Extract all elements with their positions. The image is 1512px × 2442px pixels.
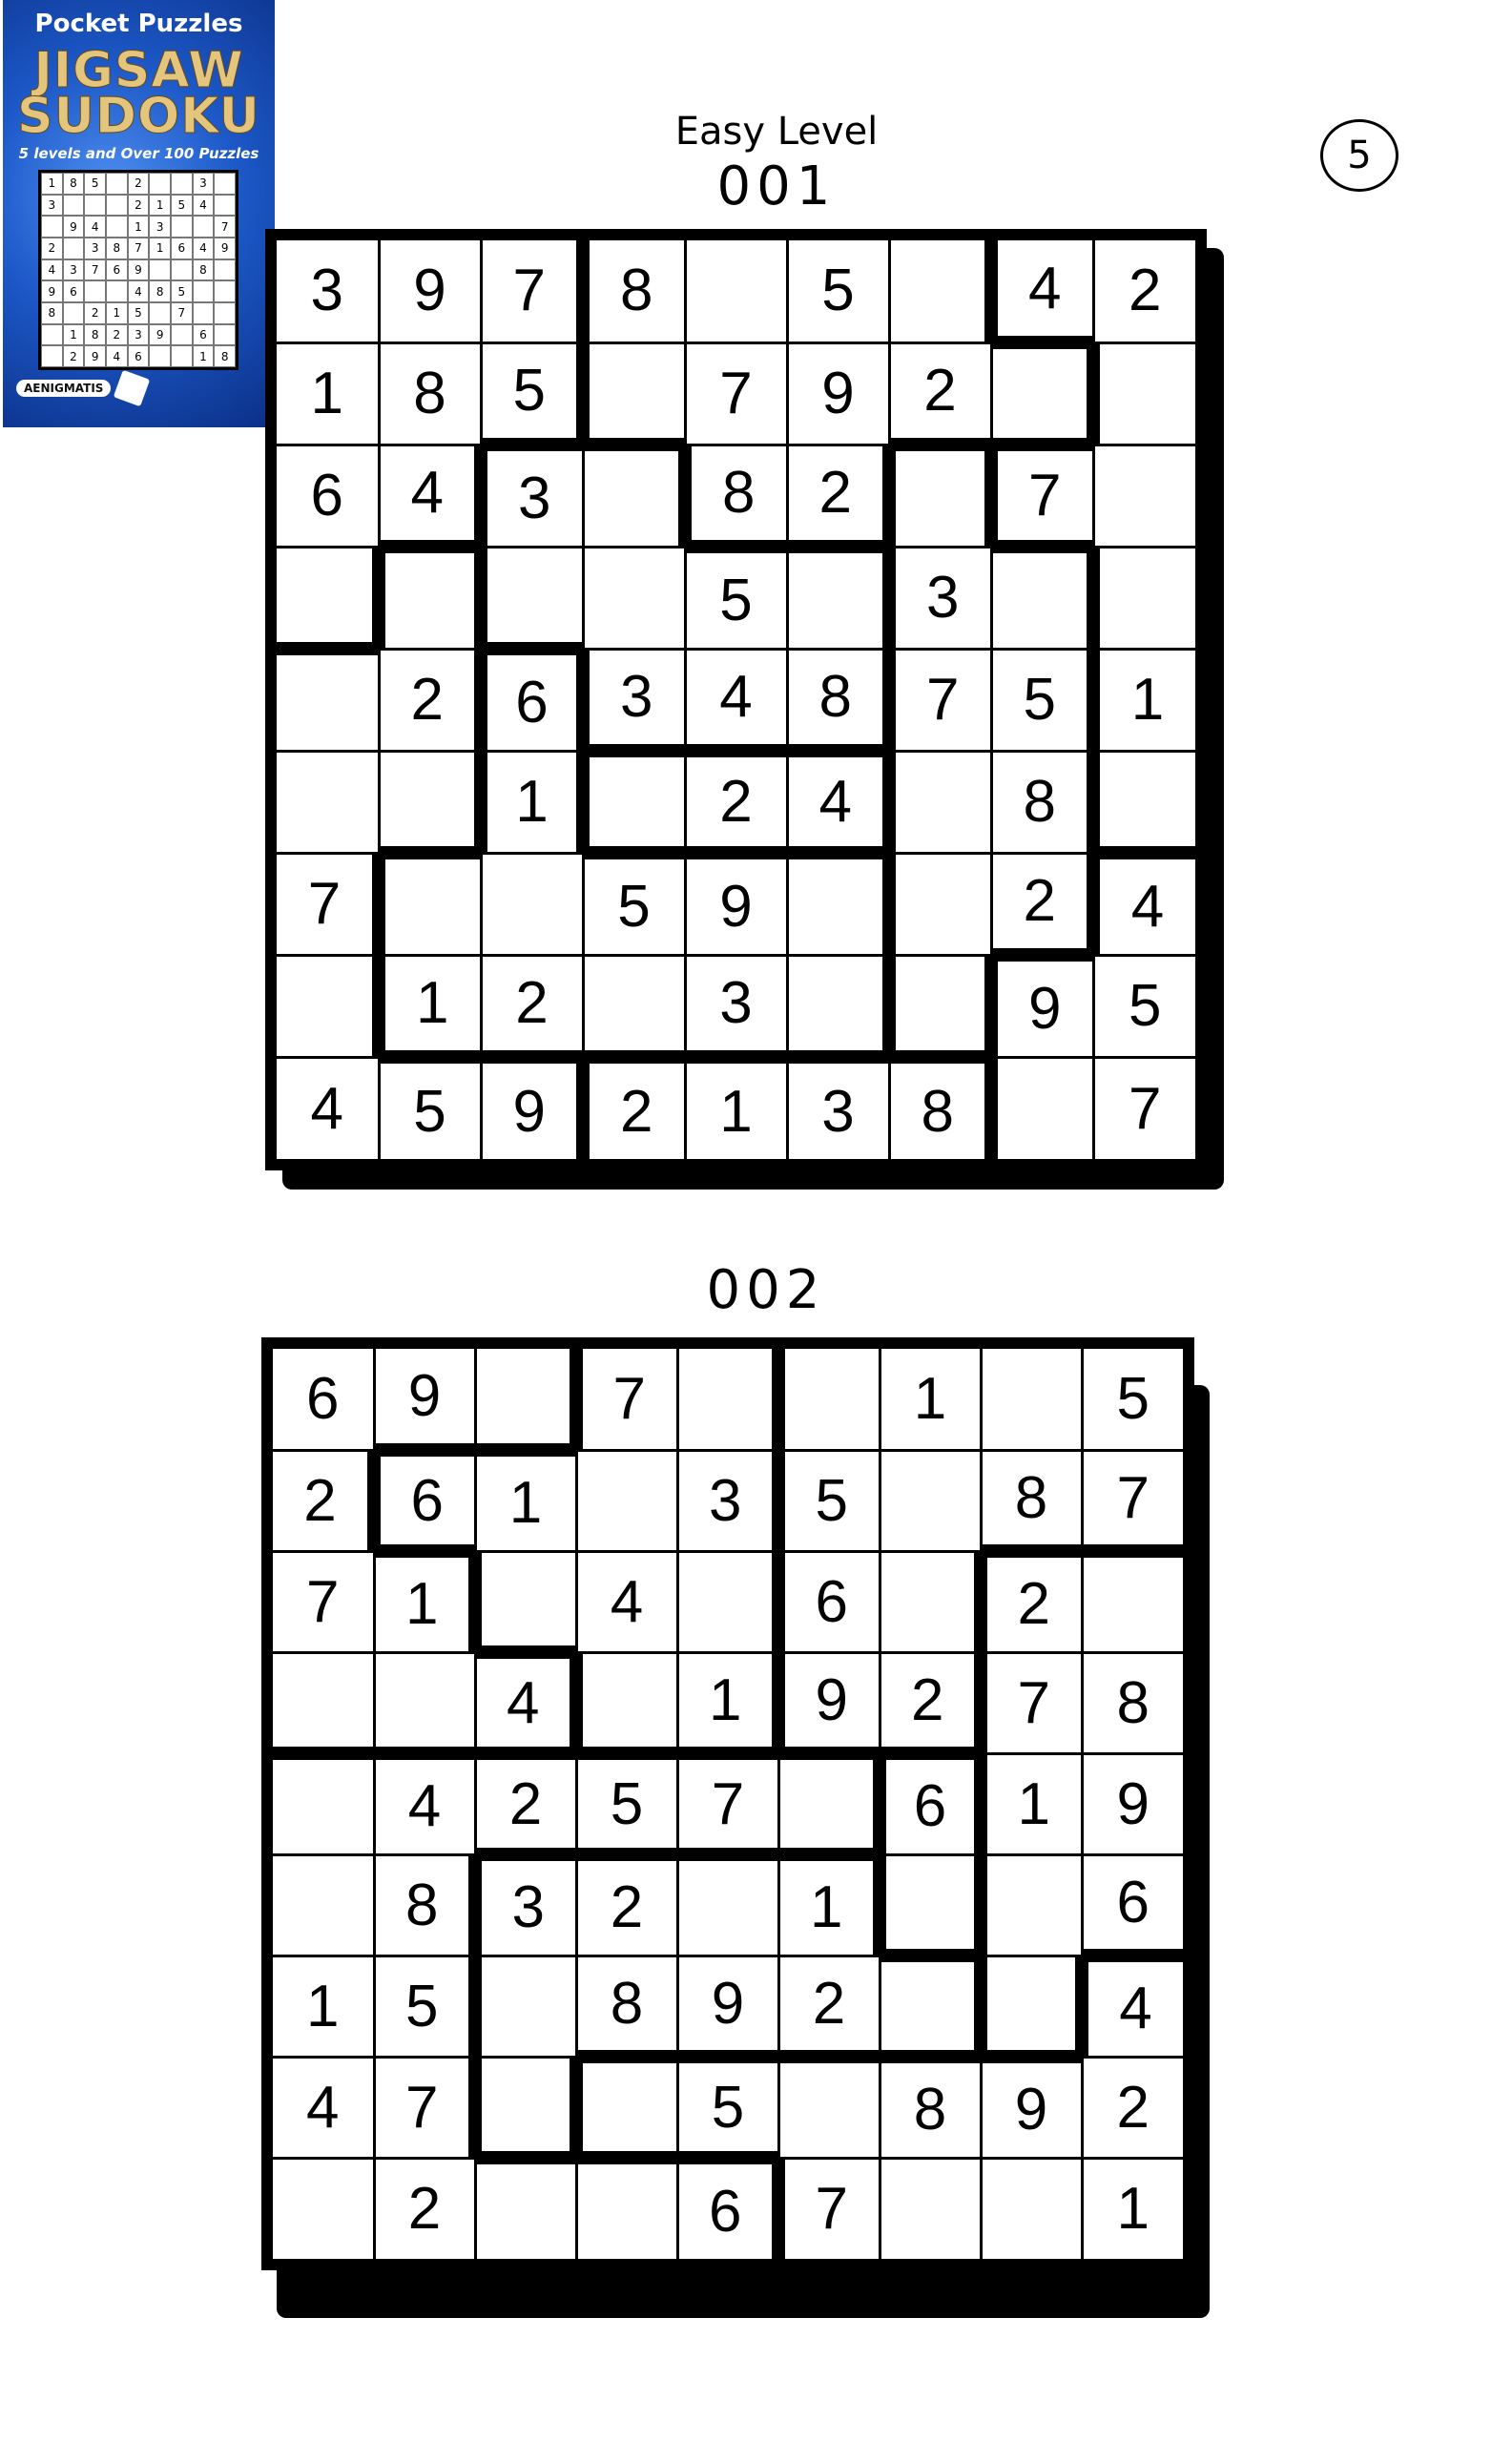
sudoku-cell <box>277 655 378 750</box>
sudoku-cell: 8 <box>590 240 684 341</box>
sudoku-cell: 4 <box>277 1059 378 1160</box>
sudoku-cell: 5 <box>578 1760 676 1848</box>
cover-mini-cell: 1 <box>106 302 128 324</box>
sudoku-cell <box>277 548 372 643</box>
cover-mini-cell <box>171 324 193 346</box>
sudoku-cell: 2 <box>789 446 883 541</box>
sudoku-cell <box>487 548 582 643</box>
cover-mini-cell <box>193 302 215 324</box>
cover-mini-cell <box>193 216 215 238</box>
sudoku-cell: 4 <box>376 1760 474 1853</box>
sudoku-cell: 4 <box>477 1659 570 1747</box>
sudoku-cell: 7 <box>583 1349 676 1449</box>
sudoku-cell <box>998 1059 1092 1160</box>
sudoku-cell <box>477 2164 575 2259</box>
sudoku-cell: 1 <box>780 1861 874 1955</box>
sudoku-cell <box>896 451 984 546</box>
sudoku-cell: 1 <box>273 1957 373 2056</box>
sudoku-cell <box>583 2063 676 2151</box>
cover-mini-cell: 7 <box>214 216 236 238</box>
sudoku-cell: 2 <box>376 2160 474 2260</box>
sudoku-cell: 1 <box>679 1654 773 1748</box>
cover-mini-cell <box>171 216 193 238</box>
cover-mini-cell <box>214 195 236 217</box>
cover-mini-cell: 3 <box>128 324 150 346</box>
cover-mini-cell: 2 <box>106 324 128 346</box>
sudoku-cell: 2 <box>273 1452 367 1550</box>
cover-mini-cell <box>106 173 128 195</box>
cover-mini-cell: 2 <box>63 345 85 367</box>
sudoku-cell <box>987 1957 1075 2051</box>
sudoku-cell: 7 <box>483 240 577 341</box>
sudoku-cell: 9 <box>483 1064 577 1159</box>
cover-mini-cell <box>41 216 63 238</box>
sudoku-cell <box>881 1962 975 2050</box>
sudoku-cell: 2 <box>687 757 786 846</box>
cover-mini-cell: 5 <box>171 195 193 217</box>
sudoku-cell <box>1100 344 1195 444</box>
cover-mini-cell: 8 <box>193 259 215 281</box>
cover-mini-cell <box>106 280 128 302</box>
sudoku-cell: 1 <box>1100 651 1195 750</box>
sudoku-cell <box>789 859 883 954</box>
cover-mini-cell: 8 <box>214 345 236 367</box>
sudoku-cell <box>679 1553 773 1651</box>
sudoku-cell: 8 <box>376 1856 469 1955</box>
sudoku-cell <box>1100 548 1195 648</box>
cover-mini-cell <box>171 173 193 195</box>
cover-mini-cell: 3 <box>41 195 63 217</box>
sudoku-cell <box>886 1856 974 1950</box>
cover-mini-cell <box>84 195 106 217</box>
sudoku-cell: 6 <box>785 1553 879 1651</box>
cover-mini-cell: 8 <box>149 280 171 302</box>
grid-frame <box>265 229 1207 1170</box>
sudoku-cell: 7 <box>679 1760 777 1848</box>
sudoku-cell: 4 <box>578 1553 676 1651</box>
puzzle-number-002: 002 <box>706 1259 826 1321</box>
sudoku-cell <box>277 753 378 852</box>
cover-mini-cell <box>214 324 236 346</box>
cover-mini-cell: 1 <box>128 216 150 238</box>
sudoku-cell: 6 <box>487 655 576 750</box>
sudoku-cell <box>273 2160 373 2260</box>
cover-publisher-logo: AENIGMATIS <box>16 380 111 397</box>
cover-mini-cell <box>214 173 236 195</box>
sudoku-cell <box>1100 753 1195 847</box>
cover-subtitle: 5 levels and Over 100 Puzzles <box>18 145 259 162</box>
sudoku-cell <box>987 1856 1081 1955</box>
cover-mini-cell: 8 <box>106 238 128 259</box>
cover-mini-cell: 4 <box>193 238 215 259</box>
cover-mini-cell <box>149 302 171 324</box>
cover-mini-cell <box>171 259 193 281</box>
sudoku-cell: 1 <box>987 1755 1081 1853</box>
sudoku-cell <box>896 855 990 954</box>
sudoku-cell: 9 <box>789 344 888 444</box>
cover-mini-cell: 5 <box>128 302 150 324</box>
sudoku-cell <box>376 1654 474 1748</box>
cover-mini-cell: 6 <box>128 345 150 367</box>
sudoku-cell <box>789 957 883 1051</box>
sudoku-cell: 8 <box>983 1452 1081 1545</box>
grid-frame <box>261 1337 1194 2270</box>
sudoku-cell: 8 <box>993 753 1087 852</box>
cover-mini-cell: 9 <box>149 324 171 346</box>
sudoku-cell <box>585 957 684 1051</box>
cover-mini-cell <box>63 195 85 217</box>
sudoku-cell <box>891 240 985 341</box>
sudoku-cell: 8 <box>891 1064 985 1159</box>
sudoku-cell <box>385 859 480 954</box>
sudoku-cell: 8 <box>692 446 786 541</box>
cover-mini-cell: 9 <box>128 259 150 281</box>
cover-mini-cell: 4 <box>41 259 63 281</box>
sudoku-cell: 9 <box>785 1654 879 1748</box>
sudoku-cell: 5 <box>483 344 577 439</box>
cover-mini-cell: 1 <box>63 324 85 346</box>
sudoku-cell <box>385 553 474 648</box>
sudoku-cell <box>273 1654 373 1748</box>
sudoku-cell <box>277 957 372 1056</box>
sudoku-cell: 6 <box>277 446 378 546</box>
cover-mini-cell: 7 <box>171 302 193 324</box>
cover-mini-cell: 5 <box>84 173 106 195</box>
sudoku-cell <box>679 1349 773 1449</box>
sudoku-cell: 5 <box>585 859 684 954</box>
cover-mini-cell: 2 <box>41 238 63 259</box>
sudoku-cell: 8 <box>578 1957 676 2051</box>
sudoku-cell: 9 <box>1084 1755 1184 1853</box>
difficulty-level-title: Easy Level <box>674 110 879 154</box>
sudoku-cell: 5 <box>1084 1349 1184 1449</box>
sudoku-cell: 7 <box>687 344 786 444</box>
sudoku-cell <box>1084 1558 1184 1651</box>
sudoku-cell <box>482 1957 575 2056</box>
cover-mini-cell <box>214 259 236 281</box>
sudoku-cell: 9 <box>687 859 786 954</box>
sudoku-cell <box>578 1452 676 1550</box>
cover-mini-cell <box>63 302 85 324</box>
sudoku-cell <box>585 548 684 648</box>
sudoku-cell: 3 <box>789 1064 888 1159</box>
cover-mini-cell: 2 <box>84 302 106 324</box>
sudoku-cell <box>896 753 990 852</box>
sudoku-cell <box>578 2164 676 2259</box>
cover-mini-grid <box>38 170 238 370</box>
cover-mini-cell <box>171 345 193 367</box>
sudoku-cell: 3 <box>896 548 990 648</box>
sudoku-cell: 8 <box>1084 1654 1184 1752</box>
sudoku-cell: 6 <box>886 1760 974 1853</box>
cover-mini-cell <box>149 259 171 281</box>
sudoku-cell <box>983 2160 1081 2260</box>
sudoku-cell <box>590 757 684 846</box>
sudoku-cell: 2 <box>1095 240 1196 341</box>
sudoku-cell: 9 <box>376 1349 474 1443</box>
cover-title-line1: JIGSAW <box>33 42 244 99</box>
sudoku-cell: 8 <box>881 2063 980 2157</box>
sudoku-cell <box>679 1861 777 1955</box>
cover-mini-cell: 4 <box>84 216 106 238</box>
cover-series-title: Pocket Puzzles <box>34 10 243 38</box>
sudoku-cell: 2 <box>477 1760 575 1848</box>
sudoku-cell: 5 <box>1095 957 1196 1056</box>
cover-mini-cell <box>106 195 128 217</box>
sudoku-cell: 9 <box>381 240 480 341</box>
cover-mini-cell: 1 <box>149 238 171 259</box>
sudoku-cell: 6 <box>273 1349 373 1449</box>
sudoku-cell: 1 <box>277 344 378 444</box>
sudoku-cell: 1 <box>487 753 576 852</box>
cover-mini-cell: 4 <box>193 195 215 217</box>
sudoku-cell: 2 <box>381 651 475 750</box>
sudoku-cell: 2 <box>1084 2059 1184 2157</box>
sudoku-cell <box>993 553 1087 648</box>
sudoku-cell: 5 <box>687 553 786 648</box>
sudoku-cell <box>687 240 786 341</box>
sudoku-cell: 3 <box>277 240 378 341</box>
sudoku-cell: 4 <box>789 757 883 846</box>
puzzle-grid-001 <box>265 229 1267 1234</box>
sudoku-cell: 1 <box>881 1349 980 1449</box>
cover-mini-cell: 1 <box>193 345 215 367</box>
sudoku-cell <box>881 1553 975 1651</box>
sudoku-cell: 4 <box>273 2059 373 2157</box>
cube-icon <box>114 370 150 406</box>
cover-mini-cell: 5 <box>171 280 193 302</box>
cover-mini-cell: 8 <box>41 302 63 324</box>
sudoku-cell <box>785 1349 879 1449</box>
sudoku-cell: 2 <box>891 344 990 439</box>
cover-mini-cell: 9 <box>41 280 63 302</box>
sudoku-cell: 2 <box>780 1957 879 2051</box>
cover-mini-cell: 6 <box>193 324 215 346</box>
sudoku-cell <box>482 2059 570 2152</box>
sudoku-cell: 7 <box>785 2160 879 2260</box>
sudoku-cell: 2 <box>993 855 1087 949</box>
sudoku-cell: 3 <box>687 957 786 1051</box>
cover-mini-cell: 8 <box>63 173 85 195</box>
cover-title-line2: SUDOKU <box>17 88 260 145</box>
cover-mini-cell: 4 <box>106 345 128 367</box>
cover-mini-cell: 6 <box>63 280 85 302</box>
sudoku-cell: 1 <box>687 1064 786 1159</box>
cover-mini-cell <box>149 173 171 195</box>
sudoku-cell: 3 <box>487 451 582 546</box>
sudoku-cell: 8 <box>381 344 480 444</box>
sudoku-cell: 1 <box>1084 2160 1184 2260</box>
sudoku-cell: 7 <box>1084 1452 1184 1545</box>
sudoku-cell <box>983 1349 1081 1449</box>
cover-mini-cell <box>214 302 236 324</box>
sudoku-cell <box>789 553 883 648</box>
sudoku-cell: 5 <box>789 240 888 341</box>
cover-mini-cell <box>214 280 236 302</box>
sudoku-cell <box>273 1760 373 1853</box>
sudoku-cell: 5 <box>376 1957 469 2056</box>
sudoku-cell: 7 <box>376 2059 469 2157</box>
cover-mini-cell: 9 <box>214 238 236 259</box>
cover-mini-cell <box>63 238 85 259</box>
sudoku-cell: 2 <box>987 1558 1081 1651</box>
sudoku-cell <box>590 344 684 439</box>
sudoku-cell: 9 <box>983 2063 1081 2157</box>
sudoku-cell <box>1095 446 1196 546</box>
sudoku-cell: 7 <box>998 451 1092 540</box>
sudoku-cell: 3 <box>679 1452 773 1550</box>
sudoku-cell <box>780 2063 879 2157</box>
sudoku-cell: 5 <box>993 651 1087 750</box>
sudoku-cell: 3 <box>590 651 684 745</box>
sudoku-cell: 7 <box>1095 1059 1196 1160</box>
sudoku-cell: 9 <box>679 1957 777 2051</box>
sudoku-cell: 3 <box>482 1861 575 1955</box>
sudoku-cell: 4 <box>998 240 1092 336</box>
sudoku-cell: 2 <box>881 1654 975 1748</box>
sudoku-cell: 2 <box>590 1064 684 1159</box>
sudoku-cell <box>483 855 582 954</box>
sudoku-cell: 5 <box>679 2063 777 2151</box>
cover-mini-cell: 4 <box>128 280 150 302</box>
sudoku-cell <box>477 1349 570 1443</box>
cover-mini-cell <box>149 345 171 367</box>
sudoku-cell <box>780 1760 874 1848</box>
cover-mini-cell <box>193 280 215 302</box>
cover-mini-cell <box>84 280 106 302</box>
sudoku-cell <box>381 753 475 847</box>
sudoku-cell <box>881 1452 980 1550</box>
sudoku-cell: 7 <box>987 1654 1081 1752</box>
sudoku-cell: 4 <box>381 446 475 541</box>
sudoku-cell: 6 <box>1084 1856 1184 1950</box>
sudoku-cell: 1 <box>376 1558 469 1651</box>
sudoku-cell: 6 <box>381 1457 474 1544</box>
puzzle-number-001: 001 <box>716 155 837 217</box>
sudoku-cell: 2 <box>578 1861 676 1955</box>
sudoku-cell <box>993 349 1087 438</box>
cover-mini-cell <box>106 216 128 238</box>
sudoku-cell: 9 <box>998 962 1092 1056</box>
sudoku-cell: 1 <box>385 957 480 1051</box>
cover-mini-cell: 1 <box>149 195 171 217</box>
sudoku-cell: 7 <box>273 1553 373 1651</box>
cover-mini-cell: 2 <box>128 195 150 217</box>
sudoku-cell: 4 <box>1088 1962 1183 2056</box>
sudoku-cell: 5 <box>785 1452 879 1550</box>
page-number-badge: 5 <box>1320 119 1398 192</box>
sudoku-cell: 6 <box>679 2164 773 2259</box>
cover-mini-cell: 3 <box>63 259 85 281</box>
cover-mini-cell: 3 <box>193 173 215 195</box>
puzzle-grid-002 <box>261 1337 1263 2375</box>
sudoku-cell <box>896 957 984 1051</box>
cover-mini-cell: 2 <box>128 173 150 195</box>
cover-mini-cell: 3 <box>84 238 106 259</box>
cover-mini-cell: 6 <box>171 238 193 259</box>
sudoku-cell <box>273 1856 373 1955</box>
sudoku-cell: 8 <box>789 651 883 745</box>
sudoku-cell <box>881 2160 980 2260</box>
sudoku-cell: 4 <box>687 651 786 745</box>
sudoku-cell: 1 <box>477 1457 575 1550</box>
cover-mini-cell: 1 <box>41 173 63 195</box>
cover-mini-cell <box>41 345 63 367</box>
cover-mini-cell: 8 <box>84 324 106 346</box>
cover-mini-cell <box>41 324 63 346</box>
sudoku-cell <box>585 451 679 546</box>
book-cover-thumbnail <box>3 0 275 427</box>
cover-mini-cell: 3 <box>149 216 171 238</box>
cover-mini-cell: 6 <box>106 259 128 281</box>
sudoku-cell: 4 <box>1100 859 1195 954</box>
sudoku-cell: 7 <box>277 855 372 954</box>
sudoku-cell <box>583 1654 676 1748</box>
cover-mini-cell: 9 <box>63 216 85 238</box>
cover-mini-cell: 9 <box>84 345 106 367</box>
sudoku-cell: 2 <box>483 957 582 1051</box>
cover-mini-cell: 7 <box>84 259 106 281</box>
sudoku-cell <box>482 1553 575 1646</box>
sudoku-cell: 7 <box>896 651 990 750</box>
sudoku-cell: 5 <box>381 1064 480 1159</box>
cover-mini-cell: 7 <box>128 238 150 259</box>
